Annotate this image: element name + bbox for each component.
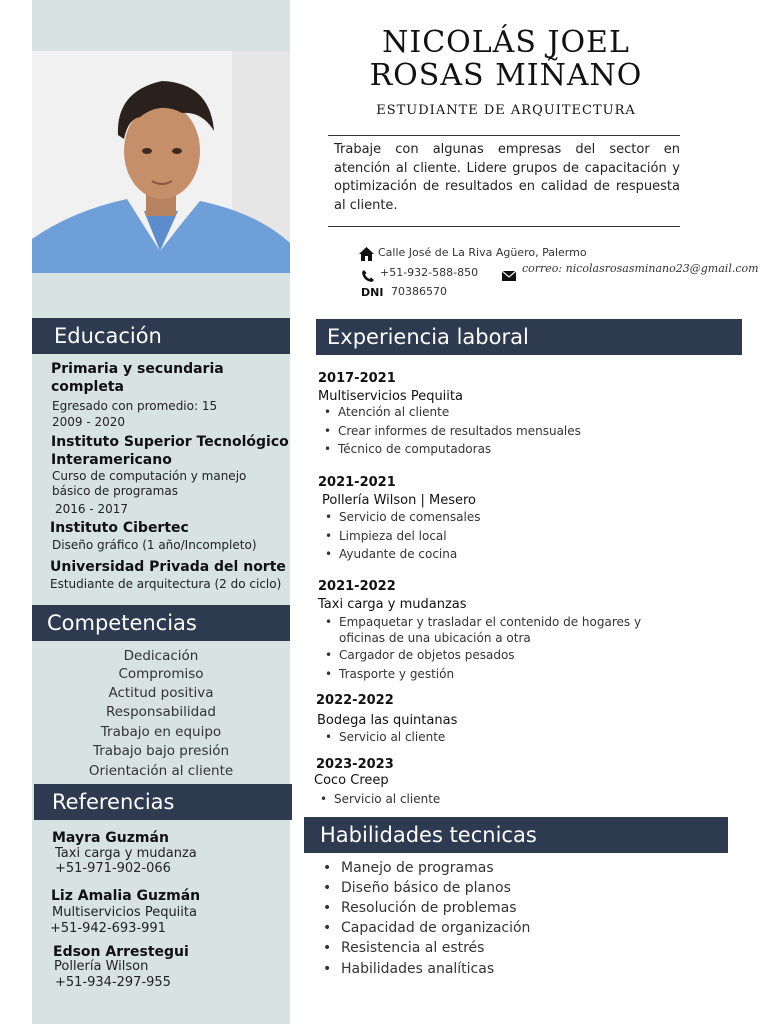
edu-4-detail: Estudiante de arquitectura (2 do ciclo): [50, 577, 282, 591]
divider-bottom: [328, 226, 680, 227]
contact-address: Calle José de La Riva Agüero, Palermo: [378, 246, 587, 259]
technical-skill-item: • Resistencia al estrés: [323, 940, 484, 956]
skill-item: Orientación al cliente: [88, 763, 234, 779]
reference-2-company: Multiservicios Pequiita: [52, 905, 197, 920]
reference-2-phone: +51-942-693-991: [50, 921, 166, 936]
technical-skill-item: • Diseño básico de planos: [323, 880, 511, 896]
reference-3-company: Pollería Wilson: [54, 959, 149, 974]
phone-icon: [362, 267, 374, 286]
dni-value: 70386570: [391, 285, 447, 298]
job-4-company: Bodega las quintanas: [317, 713, 458, 728]
name-line-2: ROSAS MIÑANO: [369, 58, 643, 93]
job-5-years: 2023-2023: [316, 757, 394, 772]
edu-2-name-line1: Instituto Superior Tecnológico: [51, 434, 289, 450]
technical-skill-item: • Manejo de programas: [323, 860, 494, 876]
edu-1-detail: Egresado con promedio: 15: [52, 399, 218, 413]
contact-phone: +51-932-588-850: [380, 266, 479, 279]
email-icon: [502, 266, 516, 285]
home-icon: [359, 246, 374, 265]
job-task-continued: oficinas de una ubicación a otra: [339, 631, 531, 645]
job-task: • Empaquetar y trasladar el contenido de hogares y: [325, 615, 641, 629]
skill-item: Actitud positiva: [108, 685, 214, 701]
skill-item: Responsabilidad: [105, 704, 217, 720]
job-task: • Servicio de comensales: [325, 510, 480, 524]
skills-header: Competencias: [32, 605, 290, 641]
job-3-company: Taxi carga y mudanzas: [318, 597, 467, 612]
technical-skill-item: • Capacidad de organización: [323, 920, 530, 936]
edu-4-name: Universidad Privada del norte: [50, 559, 286, 575]
edu-3-detail: Diseño gráfico (1 año/Incompleto): [52, 538, 257, 552]
profile-summary: Trabaje con algunas empresas del sector en atención al cliente. Lidere grupos de capacitación y optimización de resultados en calidad de respuesta al cliente.: [334, 142, 680, 213]
job-2-years: 2021-2021: [318, 475, 396, 490]
job-task: • Crear informes de resultados mensuales: [324, 424, 581, 438]
experience-header: Experiencia laboral: [316, 319, 742, 355]
job-4-years: 2022-2022: [316, 693, 394, 708]
edu-3-name: Instituto Cibertec: [50, 520, 189, 536]
job-task: • Técnico de computadoras: [324, 442, 491, 456]
skill-item: Trabajo bajo presión: [92, 743, 230, 759]
technical-skill-item: • Habilidades analíticas: [323, 961, 494, 977]
job-task: • Servicio al cliente: [325, 730, 445, 744]
reference-3-phone: +51-934-297-955: [55, 975, 171, 990]
education-header: Educación: [32, 318, 290, 354]
skill-item: Compromiso: [118, 666, 204, 682]
dni-label: DNI: [361, 286, 384, 299]
edu-2-detail: Curso de computación y manejo: [52, 469, 247, 483]
technical-skill-item: • Resolución de problemas: [323, 900, 517, 916]
edu-1-years: 2009 - 2020: [52, 415, 126, 429]
job-task: • Cargador de objetos pesados: [325, 648, 515, 662]
job-task: • Limpieza del local: [325, 529, 447, 543]
job-2-company: Pollería Wilson | Mesero: [322, 493, 477, 508]
job-task: • Trasporte y gestión: [325, 667, 454, 681]
edu-2-years: 2016 - 2017: [55, 502, 129, 516]
reference-1-name: Mayra Guzmán: [52, 830, 169, 846]
reference-2-name: Liz Amalia Guzmán: [51, 888, 201, 904]
job-1-years: 2017-2021: [318, 371, 396, 386]
edu-2-detail-2: básico de programas: [52, 484, 178, 498]
job-task: • Atención al cliente: [324, 405, 449, 419]
job-5-company: Coco Creep: [314, 773, 389, 788]
reference-3-name: Edson Arrestegui: [53, 944, 189, 960]
name-line-1: NICOLÁS JOEL: [382, 25, 630, 60]
reference-1-company: Taxi carga y mudanza: [55, 846, 197, 861]
skill-item: Dedicación: [123, 648, 199, 664]
edu-1-name-line1: Primaria y secundaria: [51, 361, 224, 377]
job-title: ESTUDIANTE DE ARQUITECTURA: [376, 103, 636, 118]
reference-1-phone: +51-971-902-066: [55, 861, 171, 876]
job-task: • Ayudante de cocina: [325, 547, 457, 561]
skill-item: Trabajo en equipo: [100, 724, 222, 740]
edu-1-name-line2: completa: [51, 379, 124, 395]
edu-2-name-line2: Interamericano: [51, 452, 172, 468]
references-header: Referencias: [34, 784, 292, 820]
technical-skills-header: Habilidades tecnicas: [304, 817, 728, 853]
job-3-years: 2021-2022: [318, 579, 396, 594]
job-task: • Servicio al cliente: [320, 792, 440, 806]
contact-email: correo: nicolasrosasminano23@gmail.com: [522, 262, 759, 275]
job-1-company: Multiservicios Pequiita: [318, 389, 463, 404]
profile-photo: [32, 51, 290, 273]
divider-top: [328, 135, 680, 136]
